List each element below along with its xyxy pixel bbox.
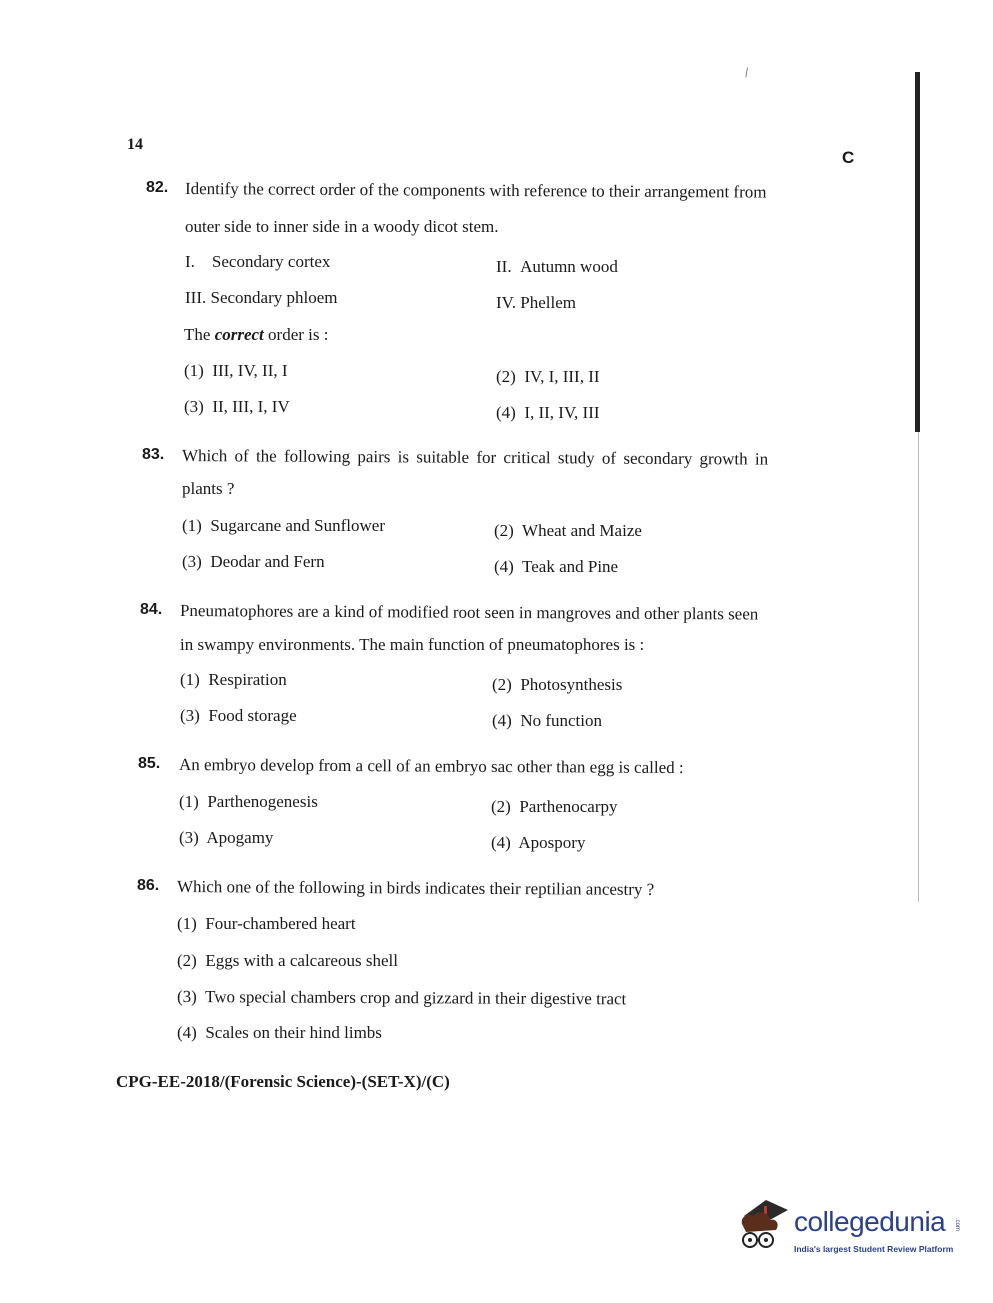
option: [179, 792, 318, 812]
question-number: 86.: [137, 877, 160, 894]
item-roman: [496, 293, 576, 313]
option-num: (3): [176, 987, 197, 1007]
question-text: Pneumatophores are a kind of modified root seen in mangroves and other plants seen: [179, 601, 759, 624]
question-text: in swampy environments. The main function of pneumatophores is :: [180, 635, 645, 654]
option-num: (1): [184, 361, 204, 380]
option-num: (3): [180, 706, 200, 725]
question-text: Which of the following pairs is suitable for critical study of secondary growth in: [181, 446, 769, 469]
option-num: (2): [492, 675, 512, 694]
option-text: Teak and Pine: [522, 557, 619, 576]
item-text: Secondary phloem: [210, 288, 338, 307]
item-num: I.: [185, 252, 195, 271]
option-text: Parthenogenesis: [207, 792, 318, 811]
item-num: III.: [185, 288, 207, 307]
option-text: I, II, IV, III: [524, 403, 600, 422]
option-text: Wheat and Maize: [522, 521, 642, 540]
option-text: Two special chambers crop and gizzard in their digestive tract: [204, 987, 627, 1009]
set-code: C: [842, 148, 855, 167]
question-number: 83.: [142, 446, 165, 463]
prompt-emphasis: correct: [214, 325, 264, 344]
paper-code-footer: CPG-EE-2018/(Forensic Science)-(SET-X)/(C): [116, 1072, 450, 1091]
option-text: No function: [520, 711, 603, 730]
option-text: Deodar and Fern: [210, 552, 325, 571]
question-number: 82.: [146, 179, 169, 196]
option: [177, 914, 356, 934]
option-num: (3): [179, 828, 199, 847]
option-num: (3): [184, 397, 204, 416]
scan-edge-line: [918, 432, 919, 902]
question-number: 85.: [138, 755, 161, 772]
option-num: (2): [491, 797, 511, 816]
option-num: (3): [182, 552, 202, 571]
option: [491, 833, 585, 853]
option-num: (4): [491, 833, 511, 852]
option: [182, 516, 385, 536]
option-text: Parthenocarpy: [519, 797, 618, 816]
brand-suffix: .com: [954, 1218, 960, 1232]
brand-tagline: India's largest Student Review Platform: [794, 1244, 954, 1254]
option: [496, 403, 600, 423]
option-num: (1): [182, 516, 202, 535]
option: [177, 987, 626, 1009]
collegedunia-logo: [736, 1196, 966, 1266]
option-num: (2): [496, 367, 516, 386]
item-text: Autumn wood: [520, 257, 618, 276]
prompt-text: order is :: [263, 325, 329, 344]
option-num: (4): [492, 711, 512, 730]
item-roman: [185, 252, 330, 272]
scan-edge-bar: [915, 72, 920, 432]
option-text: Four-chambered heart: [205, 914, 356, 933]
option: [494, 521, 642, 541]
mascot-icon: [736, 1196, 792, 1256]
page-number: 14: [127, 136, 143, 153]
option-num: (4): [494, 557, 514, 576]
option-num: (4): [177, 1023, 197, 1042]
option: [182, 552, 325, 572]
option-text: Respiration: [208, 670, 287, 689]
question-text: plants ?: [182, 479, 235, 498]
option: [177, 1023, 382, 1043]
question-number: 84.: [140, 601, 163, 618]
option: [491, 797, 618, 817]
prompt-text: The: [184, 325, 215, 344]
brand-name: collegedunia: [794, 1206, 946, 1237]
option-num: (1): [179, 792, 199, 811]
option: [492, 675, 622, 695]
option: [494, 557, 618, 577]
option-num: (2): [494, 521, 514, 540]
option-text: Sugarcane and Sunflower: [210, 516, 385, 535]
option-text: Food storage: [208, 706, 297, 725]
option-text: Apogamy: [206, 828, 274, 847]
item-num: II.: [496, 257, 512, 276]
item-text: Secondary cortex: [211, 252, 331, 271]
option-text: III, IV, II, I: [212, 361, 288, 380]
option-num: (1): [177, 914, 197, 933]
pen-mark: /: [743, 65, 751, 82]
option-text: Eggs with a calcareous shell: [205, 951, 398, 970]
item-num: IV.: [496, 293, 516, 312]
option: [180, 706, 297, 726]
question-text: outer side to inner side in a woody dicot stem.: [185, 217, 499, 236]
option-text: IV, I, III, II: [524, 367, 600, 386]
question-text: An embryo develop from a cell of an embryo sac other than egg is called :: [178, 755, 684, 778]
option: [177, 951, 398, 971]
option: [179, 828, 273, 848]
option: [184, 361, 288, 381]
item-roman: [496, 257, 618, 277]
option: [184, 397, 290, 417]
option-text: Apospory: [518, 833, 586, 852]
option-num: (4): [496, 403, 516, 422]
item-roman: [185, 288, 337, 308]
question-text: Identify the correct order of the components with reference to their arrangement from: [184, 179, 767, 202]
option-num: (1): [180, 670, 200, 689]
option: [492, 711, 602, 731]
option: [180, 670, 287, 690]
option: [496, 367, 600, 387]
option-num: (2): [177, 951, 197, 970]
option-text: Photosynthesis: [520, 675, 623, 694]
question-text: Which one of the following in birds indicates their reptilian ancestry ?: [176, 877, 655, 899]
option-text: II, III, I, IV: [212, 397, 290, 416]
option-text: Scales on their hind limbs: [205, 1023, 382, 1042]
question-prompt: [184, 325, 328, 345]
item-text: Phellem: [520, 293, 576, 312]
